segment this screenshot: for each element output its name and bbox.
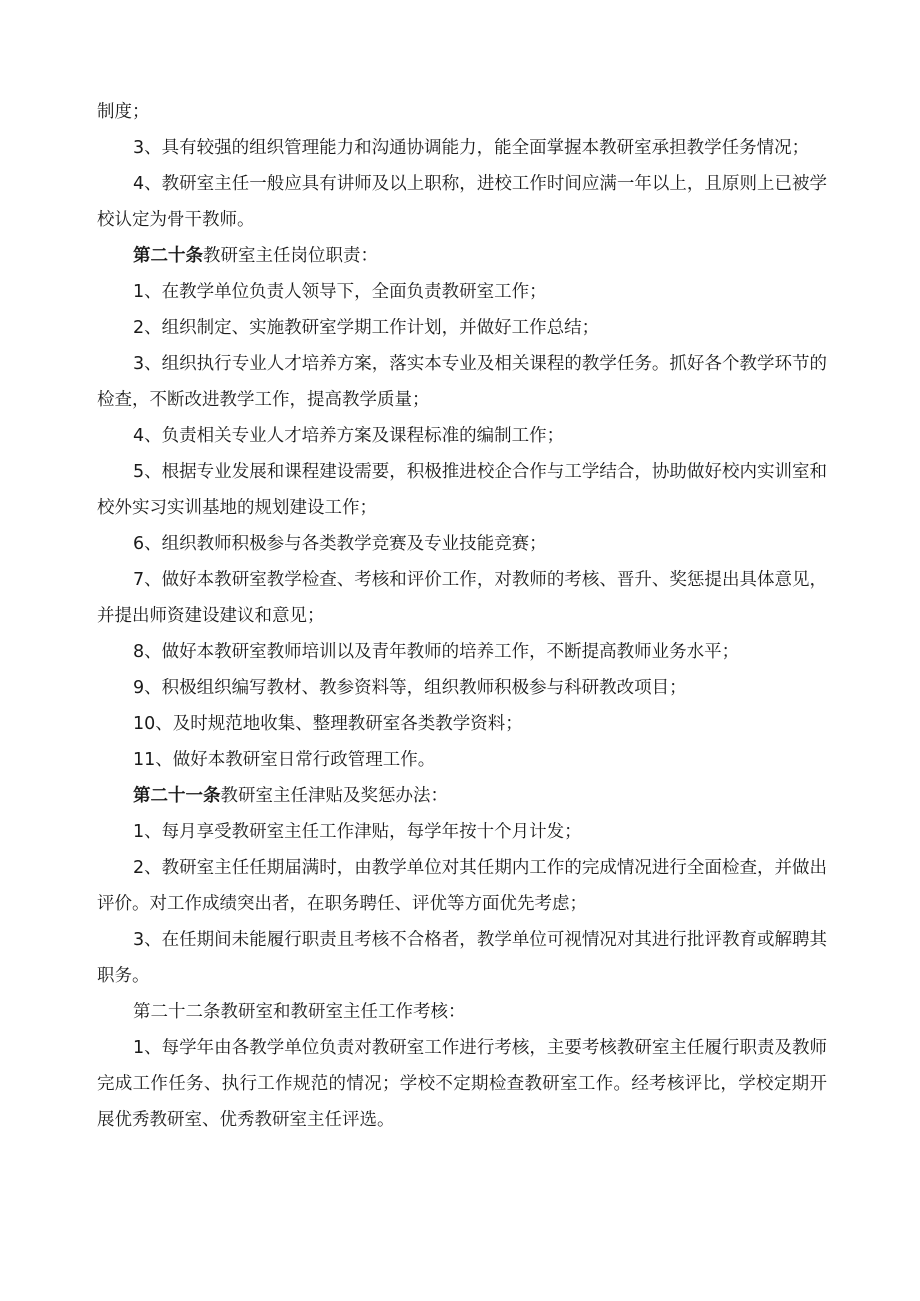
paragraph: 1、每月享受教研室主任工作津贴，每学年按十个月计发； <box>133 822 582 842</box>
document-body <box>97 94 827 1138</box>
paragraph: 11、做好本教研室日常行政管理工作。 <box>133 750 436 770</box>
paragraph: 7、做好本教研室教学检查、考核和评价工作，对教师的考核、晋升、奖惩提出具体意见，并提出师资建设建议和意见； <box>97 570 827 626</box>
paragraph: 1、每学年由各教学单位负责对教研室工作进行考核，主要考核教研室主任履行职责及教师完成工作任务、执行工作规范的情况；学校不定期检查教研室工作。经考核评比，学校定期开展优秀教研室、优秀教研室主任评选。 <box>97 1038 827 1130</box>
article-paragraph: 第二十二条教研室和教研室主任工作考核： <box>133 1002 466 1022</box>
paragraph: 1、在教学单位负责人领导下，全面负责教研室工作； <box>133 282 547 302</box>
article-paragraph <box>97 238 827 274</box>
paragraph: 4、教研室主任一般应具有讲师及以上职称，进校工作时间应满一年以上，且原则上已被学校认定为骨干教师。 <box>97 174 827 230</box>
article-paragraph <box>97 778 827 814</box>
article-heading: 第二十条 <box>133 246 203 266</box>
paragraph: 8、做好本教研室教师培训以及青年教师的培养工作，不断提高教师业务水平； <box>133 642 740 662</box>
paragraph: 2、教研室主任任期届满时，由教学单位对其任期内工作的完成情况进行全面检查，并做出评价。对工作成绩突出者，在职务聘任、评优等方面优先考虑； <box>97 858 827 914</box>
paragraph-continuation: 制度； <box>97 102 150 122</box>
paragraph: 9、积极组织编写教材、教参资料等，组织教师积极参与科研教改项目； <box>133 678 687 698</box>
article-title: 教研室主任岗位职责： <box>203 246 378 266</box>
paragraph: 4、负责相关专业人才培养方案及课程标准的编制工作； <box>133 426 565 446</box>
paragraph: 10、及时规范地收集、整理教研室各类教学资料； <box>133 714 523 734</box>
paragraph: 3、在任期间未能履行职责且考核不合格者，教学单位可视情况对其进行批评教育或解聘其职务。 <box>97 930 827 986</box>
paragraph: 2、组织制定、实施教研室学期工作计划，并做好工作总结； <box>133 318 600 338</box>
article-heading: 第二十一条 <box>133 786 221 806</box>
paragraph: 3、具有较强的组织管理能力和沟通协调能力，能全面掌握本教研室承担教学任务情况； <box>133 138 810 158</box>
paragraph: 6、组织教师积极参与各类教学竞赛及专业技能竞赛； <box>133 534 547 554</box>
paragraph: 5、根据专业发展和课程建设需要，积极推进校企合作与工学结合，协助做好校内实训室和校外实习实训基地的规划建设工作； <box>97 462 827 518</box>
article-title: 教研室主任津贴及奖惩办法： <box>220 786 448 806</box>
paragraph: 3、组织执行专业人才培养方案，落实本专业及相关课程的教学任务。抓好各个教学环节的检查，不断改进教学工作，提高教学质量； <box>97 354 827 410</box>
